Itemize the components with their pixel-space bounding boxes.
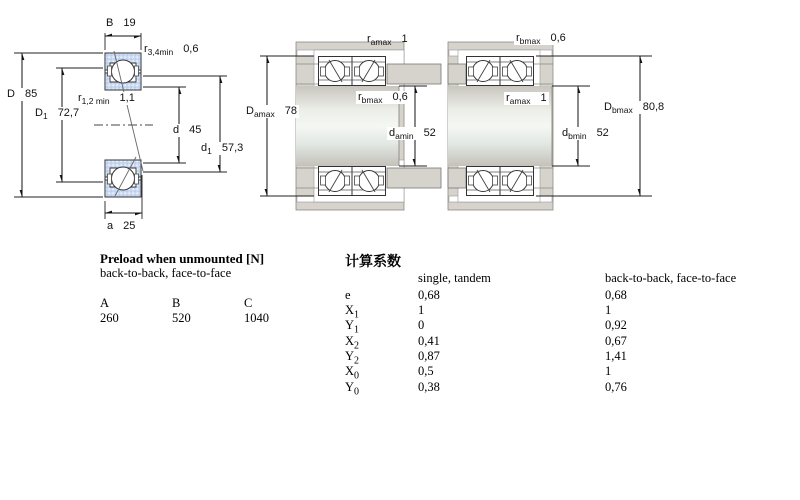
dim-label-D1: $D_1$ 72,7 [35,107,80,122]
factor-paired-value: 1 [605,303,612,317]
factor-single-value: 0,41 [418,334,440,348]
dim-label-ramax-b: $r_{amax}$ 1 [506,92,547,107]
factor-single-value: 0,87 [418,349,440,363]
factor-row-label: $X_0$ [345,364,360,382]
factor-row-label: $Y_2$ [345,349,360,367]
arrangement-figure-a [260,42,441,210]
preload-col-A: A [100,296,110,310]
factor-single-value: 0,5 [418,364,434,378]
dim-label-Dbmax: $D_{bmax}$ 80,8 [604,101,665,116]
factor-paired-value: 1,41 [605,349,627,363]
bearing-section-top [105,53,141,90]
calculation-factors-table [345,251,785,401]
dim-label-dbmin: $d_{bmin}$ 52 [562,127,609,142]
preload-table-subtitle: back-to-back, face-to-face [100,266,232,280]
dim-label-r12: $r_{1,2 min}$ 1,1 [78,92,135,107]
preload-col-C: C [244,296,253,310]
dim-label-a: a 25 [107,220,136,232]
factor-row-label: e [345,288,351,302]
arrangement-figure-b [448,42,652,210]
dim-label-d1: $d_1$ 57,3 [201,142,244,157]
factor-single-value: 1 [418,303,425,317]
preload-table-title: Preload when unmounted [N] [100,251,265,266]
dim-label-rbmax-a: $r_{bmax}$ 0,6 [358,91,408,106]
dim-label-d: d 45 [173,124,202,136]
factors-col2-header: back-to-back, face-to-face [605,271,737,285]
preload-val-A: 260 [100,311,119,325]
factor-row-label: $X_2$ [345,334,360,352]
factor-paired-value: 0,67 [605,334,627,348]
factor-row-label: $Y_0$ [345,380,360,398]
factor-paired-value: 0,92 [605,318,627,332]
dim-label-damin: $d_{amin}$ 52 [389,127,436,142]
factor-paired-value: 1 [605,364,612,378]
factor-row-label: $X_1$ [345,303,360,321]
preload-col-B: B [172,296,181,310]
factors-col1-header: single, tandem [418,271,491,285]
factor-single-value: 0,38 [418,380,440,394]
preload-val-C: 1040 [244,311,269,325]
factor-single-value: 0 [418,318,425,332]
dim-label-ramax-a: $r_{amax}$ 1 [367,33,408,48]
factors-table-title: 计算系数 [345,255,401,270]
bearing-section-bottom [105,160,141,197]
dim-label-B: B 19 [106,17,136,29]
preload-val-B: 520 [172,311,191,325]
dim-label-r34: $r_{3,4min}$ 0,6 [144,43,199,58]
factor-single-value: 0,68 [418,288,440,302]
factor-row-label: $Y_1$ [345,318,360,336]
factor-paired-value: 0,76 [605,380,627,394]
dim-label-D: D 85 [7,88,38,100]
preload-table [100,251,330,331]
factor-paired-value: 0,68 [605,288,627,302]
dim-label-rbmax-b: $r_{bmax}$ 0,6 [516,32,566,47]
dim-label-Damax: $D_{amax}$ 78 [246,105,297,120]
